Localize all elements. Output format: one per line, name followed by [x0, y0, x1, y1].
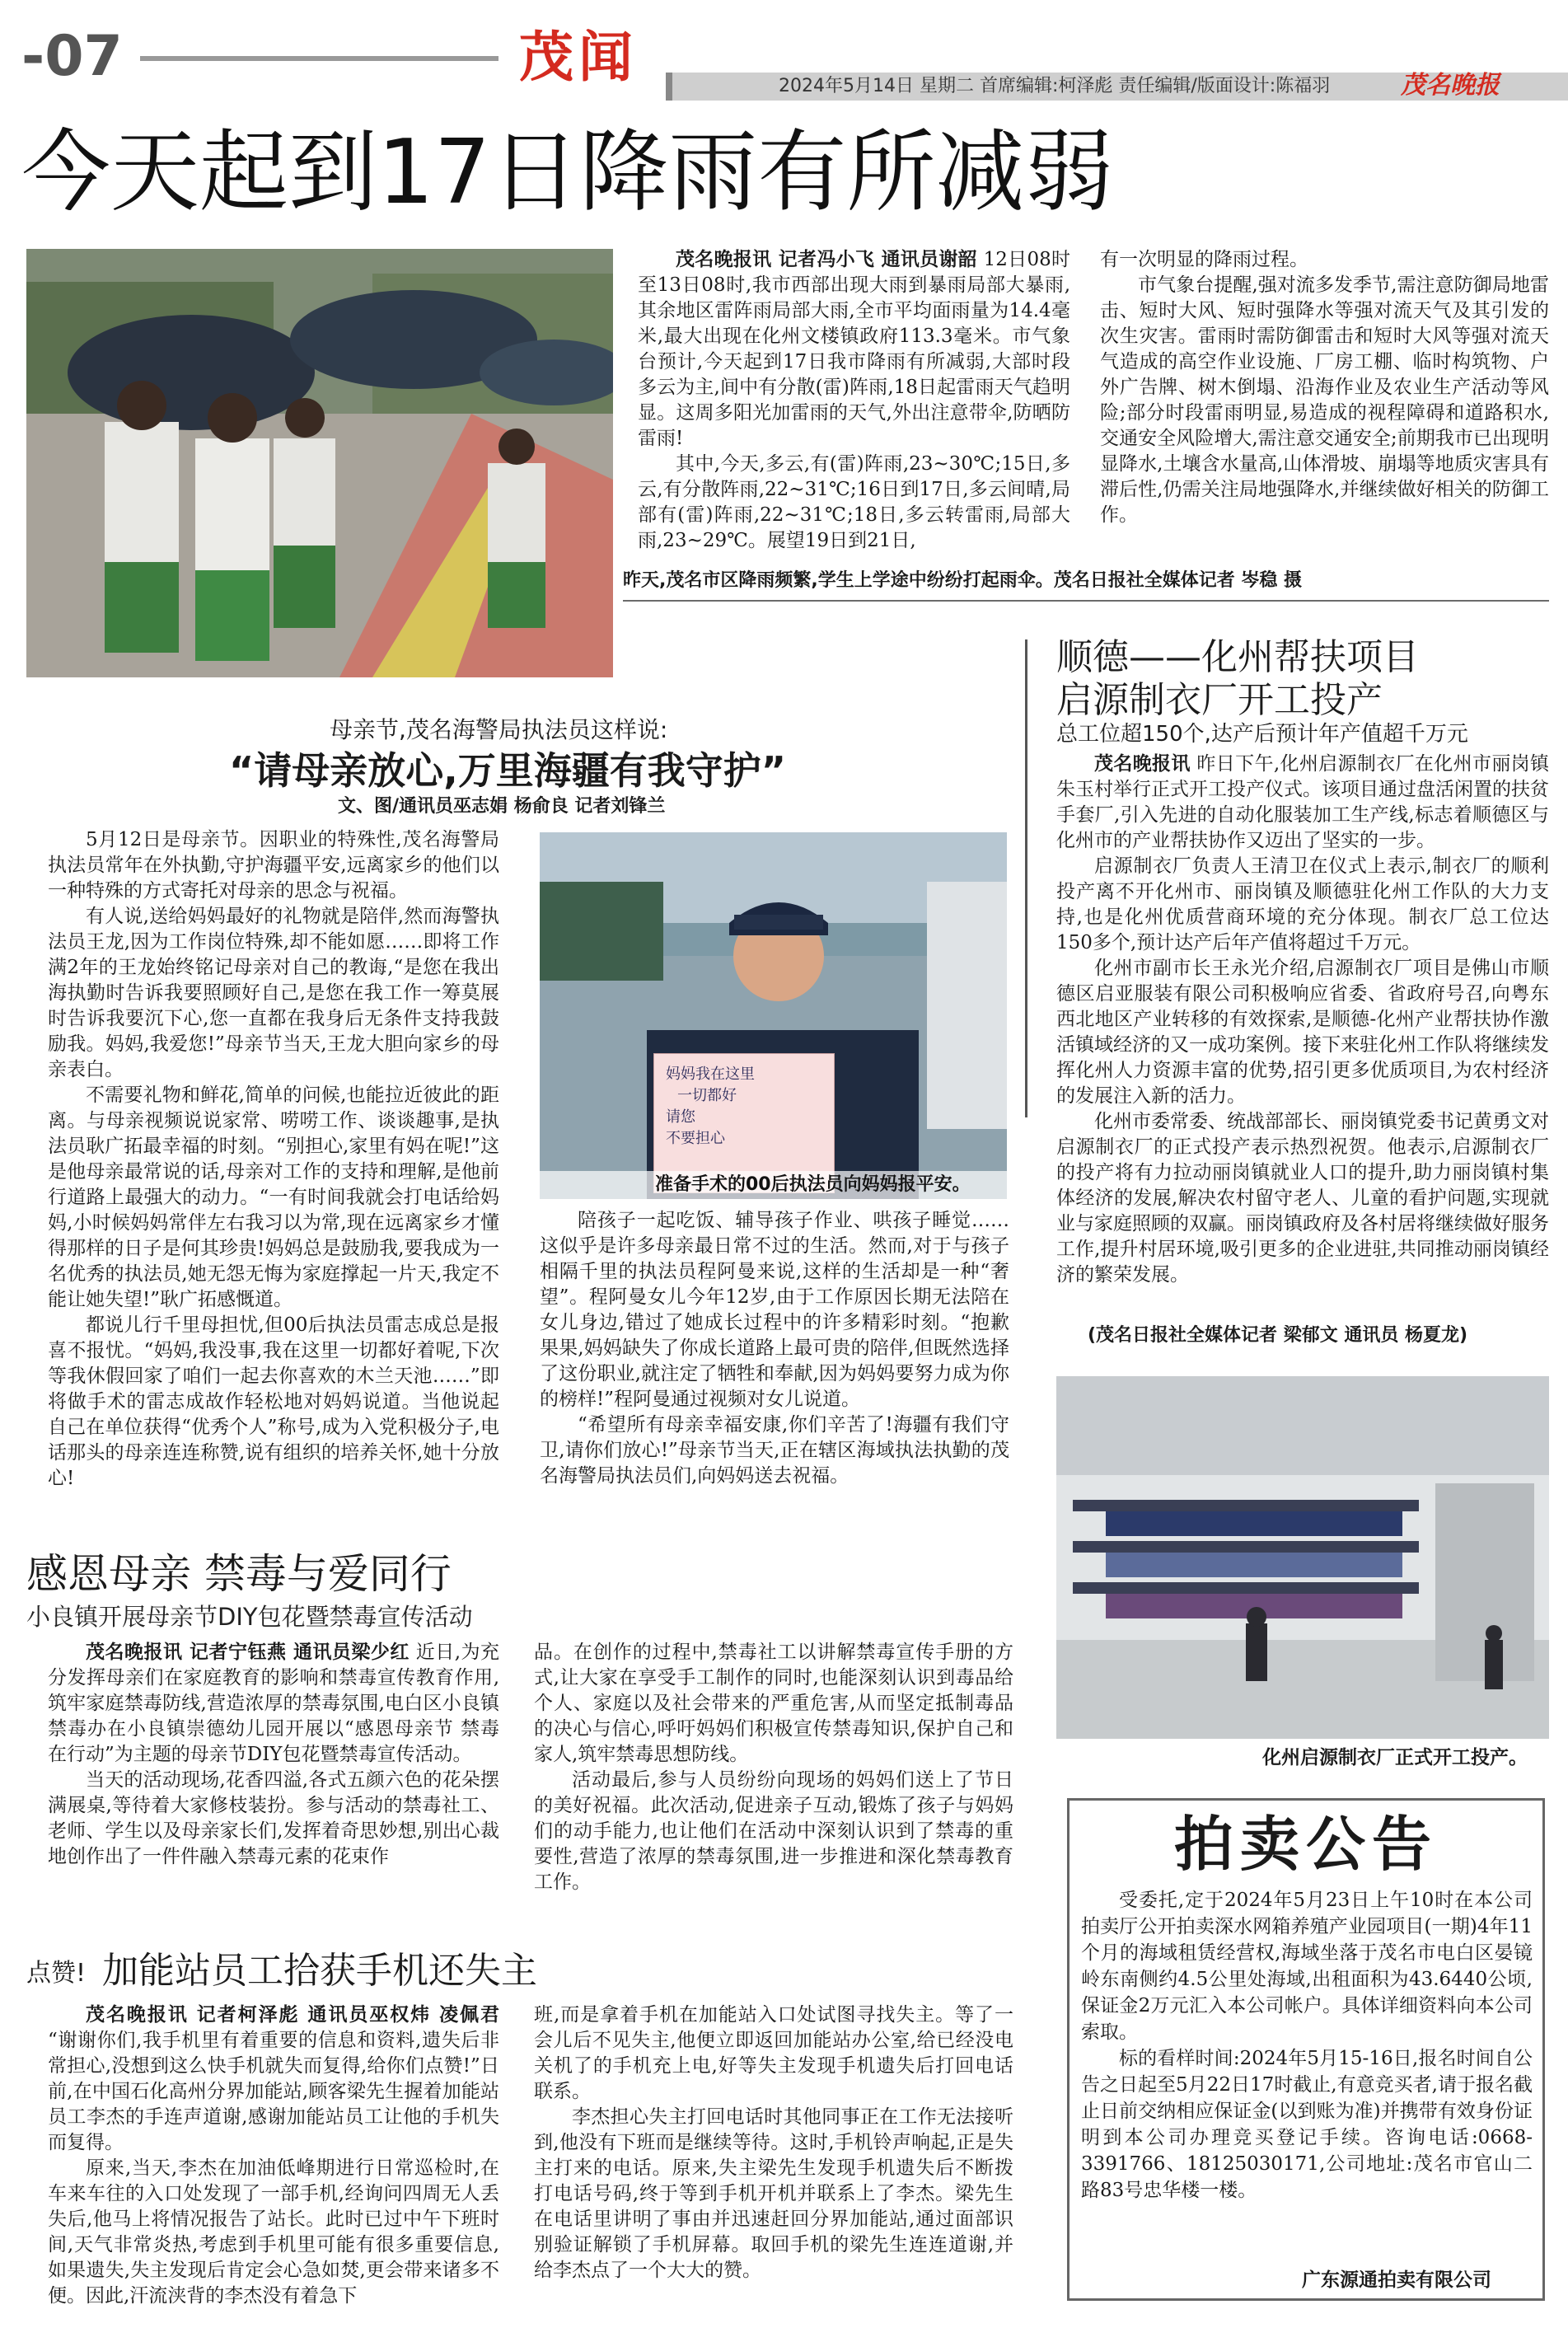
- photo-garment-factory: [1056, 1376, 1549, 1739]
- a2-col2: 陪孩子一起吃饭、辅导孩子作业、哄孩子睡觉……这似乎是许多母亲最日常不过的生活。然而,对于与孩子相隔千里的执法员程阿曼来说,这样的生活却是一种“奢望”。程阿曼女儿今年12岁,由于工作原因长期无法陪在女儿身边,错过了她成长过程中的许多精彩时刻。“抱歉果果,妈妈缺失了你成长道路上最可贵的陪伴,但既然选择了这份职业,就注定了牺牲和奉献,因为妈妈要努力成为你的榜样!”程阿曼通过视频对女儿说道。 “希望所有母亲幸福安康,你们辛苦了!海疆有我们守卫,请你们放心!”母亲节当天,正在辖区海域执法执勤的茂名海警局执法员们,向妈妈送去祝福。: [540, 1210, 1009, 1487]
- masthead-rule: [140, 56, 498, 61]
- photo-paper-sign: 妈妈我在这里 一切都好 请您 不要担心: [653, 1053, 835, 1193]
- a3-credit: (茂名日报社全媒体记者 梁郁文 通讯员 杨夏龙): [1088, 1325, 1468, 1346]
- masthead-logo: 茂名晚报: [1401, 71, 1500, 100]
- a4-subhead: 小良镇开展母亲节DIY包花暨禁毒宣传活动: [26, 1603, 473, 1631]
- factory-photo-illustration: [1056, 1376, 1549, 1739]
- auction-body: 受委托,定于2024年5月23日上午10时在本公司拍卖厅公开拍卖深水网箱养殖产业园项目(一期)4年11个月的海域租赁经营权,海域坐落于茂名市电白区晏镜岭东南侧约4.5公里处海域,出租面积为43.6440公顷,保证金2万元汇入本公司帐户。具体详细资料向本公司索取。 标的看样时间:2024年5月15-16日,报名时间自公告之日起至5月22日17时截止,有意竞买者,请于报名截止日前交纳相应保证金(以到账为准)并携带有效身份证明到本公司办理竞买登记手续。咨询电话:0668-3391766、18125030171,公司地址:茂名市官山二路83号忠华楼一楼。: [1081, 1890, 1533, 2201]
- a3-body: 茂名晚报讯 昨日下午,化州启源制衣厂在化州市丽岗镇朱玉村举行正式开工投产仪式。该项目通过盘活闲置的扶贫手套厂,引入先进的自动化服装加工生产线,标志着顺德区与化州市的产业帮扶协作又迈出了坚实的一步。 启源制衣厂负责人王清卫在仪式上表示,制衣厂的顺利投产离不开化州市、丽岗镇及顺德驻化州工作队的大力支持,也是化州优质营商环境的充分体现。制衣厂总工位达150多个,预计达产后年产值将超过千万元。 化州市副市长王永光介绍,启源制衣厂项目是佛山市顺德区启亚服装有限公司积极响应省委、省政府号召,向粤东西北地区产业转移的有效探索,是顺德-化州产业帮扶协作激活镇域经济的又一成功案例。接下来驻化州工作队将继续发挥化州人力资源丰富的优势,招引更多优质项目,为农村经济的发展注入新的活力。 化州市委常委、统战部部长、丽岗镇党委书记黄勇文对启源制衣厂的正式投产表示热烈祝贺。他表示,启源制衣厂的投产将有力拉动丽岗镇就业人口的提升,助力丽岗镇村集体经济的发展,解决农村留守老人、儿童的看护问题,实现就业与家庭照顾的双赢。丽岗镇政府及各村居将继续做好服务工作,提升村居环境,吸引更多的企业进驻,共同推动丽岗镇经济的繁荣发展。: [1056, 753, 1550, 1286]
- a2-byline: 文、图/通讯员巫志娟 杨俞良 记者刘锋兰: [338, 796, 666, 817]
- a3-photo-caption: 化州启源制衣厂正式开工投产。: [1262, 1747, 1528, 1768]
- column-divider: [1025, 639, 1027, 1117]
- a2-photo-caption: 准备手术的00后执法员向妈妈报平安。: [655, 1174, 971, 1195]
- page-number: -07: [21, 24, 123, 89]
- a1-rule: [623, 600, 1549, 602]
- a2-col1: 5月12日是母亲节。因职业的特殊性,茂名海警局执法员常年在外执勤,守护海疆平安,远离家乡的他们以一种特殊的方式寄托对母亲的思念与祝福。 有人说,送给妈妈最好的礼物就是陪伴,然而海警执法员王龙,因为工作岗位特殊,却不能如愿……即将工作满2年的王龙始终铭记母亲对自己的教诲,“是您在我出海执勤时告诉我要照顾好自己,是您在我工作一筹莫展时告诉我要沉下心,您一直都在我身后无条件支持我鼓励我。妈妈,我爱您!”母亲节当天,王龙大胆向家乡的母亲表白。 不需要礼物和鲜花,简单的问候,也能拉近彼此的距离。与母亲视频说说家常、唠唠工作、谈谈趣事,是执法员耿广拓最幸福的时刻。“别担心,家里有妈在呢!”这是他母亲最常说的话,母亲对工作的支持和理解,是他前行道路上最强大的动力。“一有时间我就会打电话给妈妈,小时候妈妈常伴左右我习以为常,现在远离家乡才懂得那样的日子是何其珍贵!妈妈总是鼓励我,要我成为一名优秀的执法员,她无怨无悔为家庭撑起一片天,我定不能让她失望!”耿广拓感慨道。 都说儿行千里母担忧,但00后执法员雷志成总是报喜不报忧。“妈妈,我没事,我在这里一切都好着呢,下次等我休假回家了咱们一起去你喜欢的木兰天池……”即将做手术的雷志成故作轻松地对妈妈说道。当他说起自己在单位获得“优秀个人”称号,成为入党积极分子,电话那头的母亲连连称赞,说有组织的培养关怀,她十分放心!: [48, 829, 499, 1489]
- a4-headline: 感恩母亲 禁毒与爱同行: [26, 1550, 452, 1598]
- a5-headline: 加能站员工拾获手机还失主: [102, 1950, 537, 1992]
- a4-col1: 茂名晚报讯 记者宁钰燕 通讯员梁少红 近日,为充分发挥母亲们在家庭教育的影响和禁毒宣传教育作用,筑牢家庭禁毒防线,营造浓厚的禁毒氛围,电白区小良镇禁毒办在小良镇崇德幼儿园开展以“感恩母亲节 禁毒在行动”为主题的母亲节DIY包花暨禁毒宣传活动。 当天的活动现场,花香四溢,各式五颜六色的花朵摆满展桌,等待着大家修枝装扮。参与活动的禁毒社工、老师、学生以及母亲家长们,发挥着奇思妙想,别出心裁地创作出了一件件融入禁毒元素的花束作: [48, 1642, 500, 1867]
- masthead-info: 2024年5月14日 星期二 首席编辑:柯泽彪 责任编辑/版面设计:陈福羽: [779, 76, 1331, 96]
- a3-headline-2: 启源制衣厂开工投产: [1056, 679, 1383, 721]
- auction-title: 拍卖公告: [1173, 1809, 1438, 1879]
- a5-kicker: 点赞!: [26, 1959, 87, 1988]
- photo-students-umbrellas: [26, 249, 613, 677]
- auction-signature: 广东源通拍卖有限公司: [1302, 2269, 1491, 2291]
- a5-col2: 班,而是拿着手机在加能站入口处试图寻找失主。等了一会儿后不见失主,他便立即返回加能站办公室,给已经没电关机了的手机充上电,好等失主发现手机遗失后打回电话联系。 李杰担心失主打回电话时其他同事正在工作无法接听到,他没有下班而是继续等待。这时,手机铃声响起,正是失主打来的电话。原来,失主梁先生发现手机遗失后不断拨打电话号码,终于等到手机开机并联系上了李杰。梁先生在电话里讲明了事由并迅速赶回分界加能站,通过面部识别验证解锁了手机屏幕。取回手机的梁先生连连道谢,并给李杰点了一个大大的赞。: [534, 2004, 1013, 2281]
- a3-lead: 茂名晚报讯: [1094, 753, 1191, 775]
- section-label: 茂闻: [519, 25, 638, 89]
- a1-photo-caption: 昨天,茂名市区降雨频繁,学生上学途中纷纷打起雨伞。茂名日报社全媒体记者 岑稳 摄: [623, 570, 1303, 591]
- a3-headline-1: 顺德——化州帮扶项目: [1056, 636, 1419, 678]
- a5-lead: 茂名晚报讯 记者柯泽彪 通讯员巫权炜 凌佩君: [86, 2004, 499, 2026]
- a1-col1: 茂名晚报讯 记者冯小飞 通讯员谢韶 12日08时至13日08时,我市西部出现大雨到暴雨局部大暴雨,其余地区雷阵雨局部大雨,全市平均面雨量为14.4毫米,最大出现在化州文楼镇政府113.3毫米。市气象台预计,今天起到17日我市降雨有所减弱,大部时段多云为主,间中有分散(雷)阵雨,18日起雷雨天气趋明显。这周多阳光加雷雨的天气,外出注意带伞,防晒防雷雨! 其中,今天,多云,有(雷)阵雨,23~30℃;15日,多云,有分散阵雨,22~31℃;16日到17日,多云间晴,局部有(雷)阵雨,22~31℃;18日,多云转雷雨,局部大雨,23~29℃。展望19日到21日,: [638, 249, 1071, 551]
- headline-rain: 今天起到17日降雨有所减弱: [21, 121, 1114, 224]
- a4-col2: 品。在创作的过程中,禁毒社工以讲解禁毒宣传手册的方式,让大家在享受手工制作的同时,也能深刻认识到毒品给个人、家庭以及社会带来的严重危害,从而坚定抵制毒品的决心与信心,呼吁妈妈们积极宣传禁毒知识,保护自己和家人,筑牢禁毒思想防线。 活动最后,参与人员纷纷向现场的妈妈们送上了节日的美好祝福。此次活动,促进亲子互动,锻炼了孩子与妈妈们的动手能力,也让他们在活动中深刻认识到了禁毒的重要性,营造了浓厚的禁毒氛围,进一步推进和深化禁毒教育工作。: [534, 1642, 1013, 1893]
- a2-headline: “请母亲放心,万里海疆有我守护”: [229, 748, 786, 793]
- a5-col1: 茂名晚报讯 记者柯泽彪 通讯员巫权炜 凌佩君 “谢谢你们,我手机里有着重要的信息和资料,遗失后非常担心,没想到这么快手机就失而复得,给你们点赞!”日前,在中国石化高州分界加能站,顾客梁先生握着加能站员工李杰的手连声道谢,感谢加能站员工让他的手机失而复得。 原来,当天,李杰在加油低峰期进行日常巡检时,在车来车往的入口处发现了一部手机,经询问四周无人丢失后,他马上将情况报告了站长。此时已过中午下班时间,天气非常炎热,考虑到手机里可能有很多重要信息,如果遗失,失主发现后肯定会心急如焚,更会带来诸多不便。因此,汗流浃背的李杰没有着急下: [48, 2004, 499, 2307]
- a4-lead: 茂名晚报讯 记者宁钰燕 通讯员梁少红: [86, 1642, 410, 1663]
- a1-col2: 有一次明显的降雨过程。 市气象台提醒,强对流多发季节,需注意防御局地雷击、短时大风、短时强降水等强对流天气及其引发的次生灾害。雷雨时需防御雷击和短时大风等强对流天气造成的高空作业设施、厂房工棚、临时构筑物、户外广告牌、树木倒塌、沿海作业及农业生产活动等风险;部分时段雷雨明显,易造成的视程障碍和道路积水,交通安全风险增大,需注意交通安全;前期我市已出现明显降水,土壤含水量高,山体滑坡、崩塌等地质灾害具有滞后性,仍需关注局地强降水,并继续做好相关的防御工作。: [1100, 249, 1549, 526]
- a3-subhead: 总工位超150个,达产后预计年产值超千万元: [1056, 722, 1468, 747]
- photo-officer-sign: [540, 832, 1007, 1199]
- rain-photo-illustration: [26, 249, 613, 677]
- a1-lead: 茂名晚报讯 记者冯小飞 通讯员谢韶: [676, 249, 977, 270]
- a2-kicker: 母亲节,茂名海警局执法员这样说:: [330, 716, 668, 743]
